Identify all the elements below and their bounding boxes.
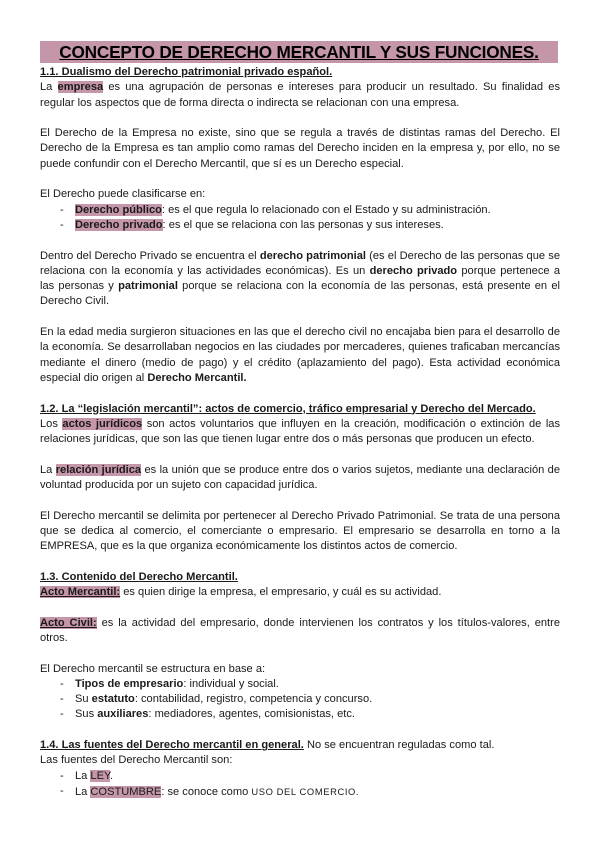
highlight-empresa: empresa: [57, 81, 104, 94]
paragraph-derecho-empresa: El Derecho de la Empresa no existe, sino que se regula a través de distintas ramas del Derecho. El Derecho de la Empresa es tan amplio como ramas del Derecho inciden en la empresa y, por ello, no se puede confundir con el Derecho Mercantil, que sí es un Derecho especial.: [40, 127, 560, 170]
list-clasificacion: [40, 203, 560, 234]
section-heading-1-3: 1.3. Contenido del Derecho Mercantil.: [40, 570, 238, 583]
highlight-derecho-privado: Derecho privado: [75, 218, 163, 231]
paragraph-relacion-juridica: La relación jurídica es la unión que se produce entre dos o varios sujetos, mediante una declaración de voluntad producida por un sujeto con capacidad jurídica.: [40, 463, 560, 492]
list-estructura: [40, 677, 560, 723]
list-fuentes: [40, 769, 560, 801]
paragraph-actos-juridicos: Los actos jurídicos son actos voluntarios que influyen en la creación, modificación o extinción de las relaciones jurídicas, que son las que tienen lugar entre dos o más personas que producen un efecto.: [40, 417, 560, 446]
list-item: - La COSTUMBRE: se conoce como USO DEL COMERCIO.: [40, 784, 560, 800]
paragraph-edad-media: En la edad media surgieron situaciones en las que el derecho civil no encajaba bien para el desarrollo de la economía. Se desarrollaban negocios en las ciudades por mercaderes, quienes traficaban mercancías mediante el dinero (medio de pago) y el crédito (aplazamiento del pago). Esta actividad económica especial dio origen al Derecho Mercantil.: [40, 326, 560, 384]
list-item: - Derecho privado: es el que se relaciona con las personas y sus intereses.: [40, 218, 560, 233]
highlight-acto-civil: Acto Civil:: [40, 616, 97, 629]
section-heading-1-1: 1.1. Dualismo del Derecho patrimonial privado español.: [40, 66, 333, 78]
section-heading-1-2: 1.2. La “legislación mercantil”: actos de comercio, tráfico empresarial y Derecho del Mercado.: [40, 402, 536, 415]
list-item: - Derecho público: es el que regula lo relacionado con el Estado y su administración.: [40, 203, 560, 218]
paragraph-fuentes: Las fuentes del Derecho Mercantil son:: [40, 754, 233, 767]
paragraph-acto-civil: Acto Civil: es la actividad del empresario, donde intervienen los contratos y los títulos-valores, entre otros.: [40, 616, 561, 644]
highlight-costumbre: COSTUMBRE: [90, 785, 162, 798]
highlight-derecho-publico: Derecho público: [75, 203, 162, 216]
highlight-actos-juridicos: actos jurídicos: [62, 417, 143, 430]
paragraph-empresa: La empresa es una agrupación de personas e intereses para producir un resultado. Su finalidad es regular los aspectos que de forma directa o indirecta se relacionan con una empresa.: [40, 81, 561, 109]
highlight-ley: LEY: [90, 769, 110, 782]
paragraph-estructura: El Derecho mercantil se estructura en base a:: [40, 662, 266, 675]
list-item: - Sus auxiliares: mediadores, agentes, comisionistas, etc.: [40, 707, 560, 722]
list-item: - La LEY.: [40, 769, 560, 784]
paragraph-clasificacion: El Derecho puede clasificarse en:: [40, 188, 206, 201]
paragraph-acto-mercantil: Acto Mercantil: es quien dirige la empresa, el empresario, y cuál es su actividad.: [40, 586, 442, 599]
document-body: [40, 65, 560, 800]
list-item: - Su estatuto: contabilidad, registro, competencia y concurso.: [40, 692, 560, 707]
list-item: - Tipos de empresario: individual y social.: [40, 677, 560, 692]
paragraph-derecho-mercantil: El Derecho mercantil se delimita por pertenecer al Derecho Privado Patrimonial. Se trata de una persona que se dedica al comercio, el comerciante o empresario. El empresario se desarrolla en torno a la EMPRESA, que es la que organiza económicamente los distintos actos de comercio.: [40, 509, 560, 553]
paragraph-derecho-patrimonial: Dentro del Derecho Privado se encuentra el derecho patrimonial (es el Derecho de las personas que se relaciona con la economía y las actividades económicas). Es un derecho privado porque pertenece a las personas y patrimonial porque se relaciona con la economía de las personas, está presente en el Derecho Civil.: [40, 249, 560, 308]
page-title: CONCEPTO DE DERECHO MERCANTIL Y SUS FUNCIONES.: [40, 41, 558, 63]
section-heading-1-4: 1.4. Las fuentes del Derecho mercantil en general. No se encuentran reguladas como tal.: [40, 739, 495, 752]
highlight-relacion-juridica: relación jurídica: [55, 463, 142, 476]
highlight-acto-mercantil: Acto Mercantil:: [40, 586, 121, 599]
